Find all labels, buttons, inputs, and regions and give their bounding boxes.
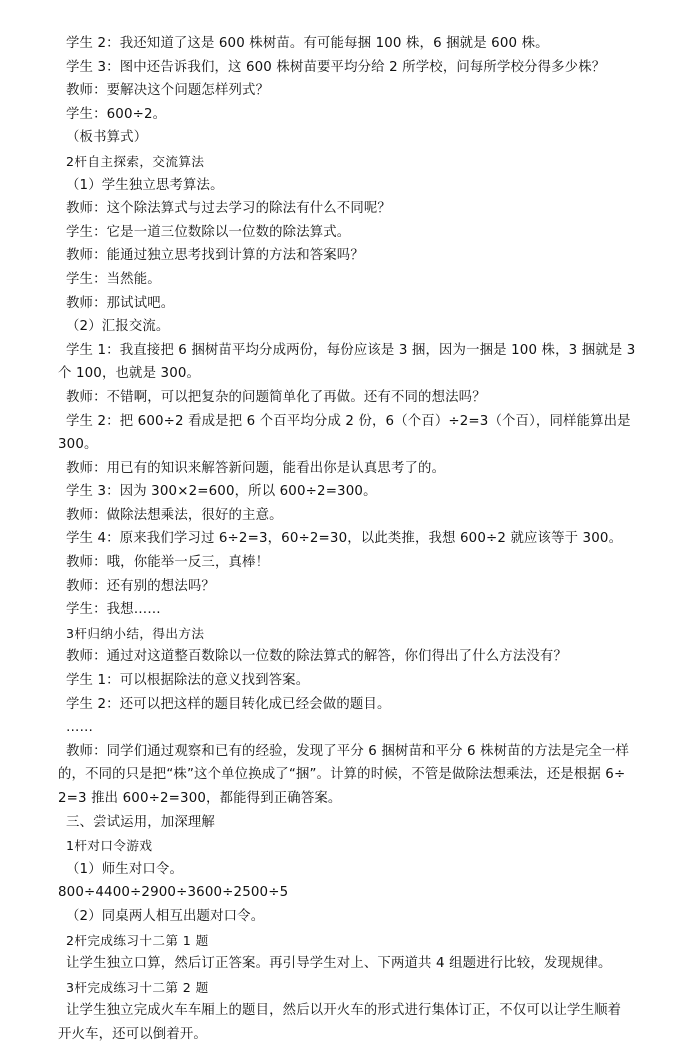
text-line: 2杆完成练习十二第 1 题 xyxy=(66,932,209,948)
text-line: …… xyxy=(66,720,94,736)
text-line: 教师：通过对这道整百数除以一位数的除法算式的解答，你们得出了什么方法没有？ xyxy=(66,649,568,665)
text-line: 教师：不错啊，可以把复杂的问题简单化了再做。还有不同的想法吗？ xyxy=(66,389,486,405)
text-line: 2=3 推出 600÷2=300，都能得到正确答案。 xyxy=(58,791,342,806)
text-line: 教师：那试试吧。 xyxy=(66,295,175,311)
text-line: 学生 2：还可以把这样的题目转化成已经会做的题目。 xyxy=(66,696,391,712)
text-line: 学生 1：我直接把 6 捆树苗平均分成两份，每份应该是 3 捆，因为一捆是 100 株，3 捆就是 3 xyxy=(66,342,636,358)
text-line: （1）师生对口令。 xyxy=(66,861,183,877)
text-line: 学生：600÷2。 xyxy=(66,106,167,122)
text-line: 2杆自主探索，交流算法 xyxy=(66,153,205,169)
text-line: 教师：要解决这个问题怎样列式？ xyxy=(66,83,270,99)
document-body xyxy=(58,32,658,1047)
text-line: 学生 2：把 600÷2 看成是把 6 个百平均分成 2 份，6（个百）÷2=3（个百），同样能算出是 xyxy=(66,413,631,429)
text-line: 1杆对口令游戏 xyxy=(66,838,153,854)
text-line: 教师：用已有的知识来解答新问题，能看出你是认真思考了的。 xyxy=(66,460,446,476)
text-line: 教师：哦，你能举一反三，真棒！ xyxy=(66,555,270,571)
text-line: （2）同桌两人相互出题对口令。 xyxy=(66,908,265,924)
text-line: （板书算式） xyxy=(66,130,148,146)
text-line: （1）学生独立思考算法。 xyxy=(66,177,224,193)
text-line: 学生：我想…… xyxy=(66,602,161,618)
text-line: 个 100，也就是 300。 xyxy=(58,366,201,382)
text-line: （2）汇报交流。 xyxy=(66,319,170,335)
text-line: 的，不同的只是把“株”这个单位换成了“捆”。计算的时候，不管是做除法想乘法，还是根据 6÷ xyxy=(58,767,626,783)
text-line: 学生 3：图中还告诉我们，这 600 株树苗要平均分给 2 所学校，问每所学校分得多少株？ xyxy=(66,59,606,75)
text-line: 开火车，还可以倒着开。 xyxy=(58,1026,207,1042)
text-line: 3杆归纳小结，得出方法 xyxy=(66,625,205,641)
text-line: 800÷4400÷2900÷3600÷2500÷5 xyxy=(58,885,289,901)
text-line: 学生 3：因为 300×2=600，所以 600÷2=300。 xyxy=(66,484,377,500)
text-line: 让学生独立口算，然后订正答案。再引导学生对上、下两道共 4 组题进行比较，发现规律。 xyxy=(66,956,612,972)
text-line: 教师：同学们通过观察和已有的经验，发现了平分 6 捆树苗和平分 6 株树苗的方法是完全一样 xyxy=(66,743,630,759)
text-line: 教师：还有别的想法吗？ xyxy=(66,578,215,594)
text-line: 学生 1：可以根据除法的意义找到答案。 xyxy=(66,673,310,689)
text-line: 教师：能通过独立思考找到计算的方法和答案吗？ xyxy=(66,248,364,264)
text-line: 学生：它是一道三位数除以一位数的除法算式。 xyxy=(66,224,351,240)
text-line: 300。 xyxy=(58,437,98,453)
text-line: 教师：做除法想乘法，很好的主意。 xyxy=(66,507,283,523)
text-line: 学生 2：我还知道了这是 600 株树苗。有可能每捆 100 株，6 捆就是 600 株。 xyxy=(66,36,549,51)
text-line: 学生 4：原来我们学习过 6÷2=3，60÷2=30，以此类推，我想 600÷2 就应该等于 300。 xyxy=(66,531,623,547)
text-line: 三、尝试运用，加深理解 xyxy=(66,814,215,830)
text-line: 3杆完成练习十二第 2 题 xyxy=(66,979,209,995)
text-line: 让学生独立完成火车车厢上的题目，然后以开火车的形式进行集体订正，不仅可以让学生顺着 xyxy=(66,1003,622,1019)
text-line: 教师：这个除法算式与过去学习的除法有什么不同呢？ xyxy=(66,201,391,217)
text-line: 学生：当然能。 xyxy=(66,271,161,287)
